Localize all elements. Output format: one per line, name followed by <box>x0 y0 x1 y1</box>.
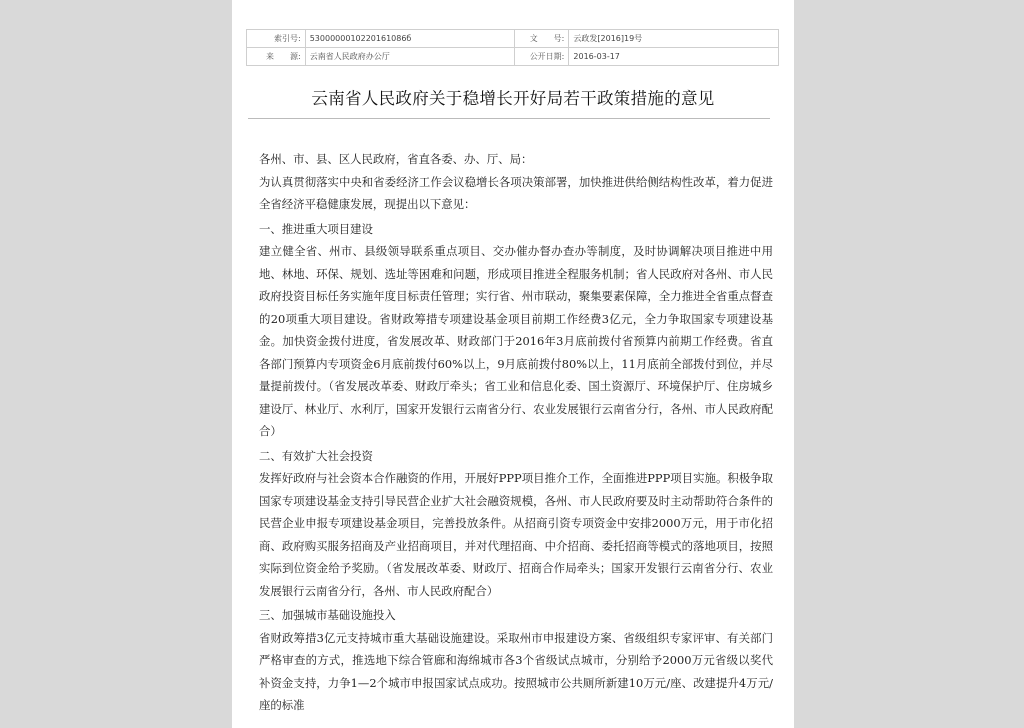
document-page <box>232 0 794 728</box>
section-paragraph-1: 建立健全省、州市、县级领导联系重点项目、交办催办督办查办等制度，及时协调解决项目推进中用地、林地、环保、规划、选址等困难和问题，形成项目推进全程服务机制；省人民政府对各州、市人民政府投资目标任务实施年度目标责任管理；实行省、州市联动，聚集要素保障，全力推进全省重点督查的20项重大项目建设。省财政筹措专项建设基金项目前期工作经费3亿元，全力争取国家专项建设基金。加快资金拨付进度，省发展改革、财政部门于2016年3月底前拨付省预算内前期工作经费。省直各部门预算内专项资金6月底前拨付60%以上，9月底前拨付80%以上，11月底前全部拨付到位，并尽量提前拨付。（省发展改革委、财政厅牵头；省工业和信息化委、国土资源厅、环境保护厅、住房城乡建设厅、林业厅、水利厅，国家开发银行云南省分行、农业发展银行云南省分行，各州、市人民政府配合） <box>259 244 773 438</box>
section-paragraph-3: 省财政筹措3亿元支持城市重大基础设施建设。采取州市申报建设方案、省级组织专家评审、有关部门严格审查的方式，推选地下综合管廊和海绵城市各3个省级试点城市，分别给予2000万元省级以奖代补资金支持，力争1—2个城市申报国家试点成功。按照城市公共厕所新建10万元/座、改建提升4万元/座的标准 <box>259 630 773 712</box>
source-value: 云南省人民政府办公厅 <box>305 48 515 66</box>
source-label: 来 源: <box>247 48 306 66</box>
index-number-label: 索引号: <box>247 30 306 48</box>
index-number-value: 5300000010220161086б <box>305 30 515 48</box>
publish-date-value: 2016-03-17 <box>569 48 779 66</box>
intro-paragraph: 为认真贯彻落实中央和省委经济工作会议稳增长各项决策部署，加快推进供给侧结构性改革，着力促进全省经济平稳健康发展，现提出以下意见： <box>259 174 773 211</box>
section-heading-2: 二、有效扩大社会投资 <box>259 448 373 463</box>
document-title: 云南省人民政府关于稳增长开好局若干政策措施的意见 <box>311 89 715 108</box>
title-divider <box>248 118 770 119</box>
document-metadata-table <box>246 29 779 66</box>
section-heading-1: 一、推进重大项目建设 <box>259 221 373 236</box>
section-heading-3: 三、加强城市基础设施投入 <box>259 608 396 622</box>
document-body <box>259 148 773 717</box>
publish-date-label: 公开日期: <box>515 48 569 66</box>
metadata-row <box>247 48 779 66</box>
document-number-value: 云政发[2016]19号 <box>569 30 779 48</box>
document-number-label: 文 号: <box>515 30 569 48</box>
addressee-line: 各州、市、县、区人民政府，省直各委、办、厅、局： <box>259 152 533 166</box>
metadata-row <box>247 30 779 48</box>
section-paragraph-2: 发挥好政府与社会资本合作融资的作用，开展好PPP项目推介工作，全面推进PPP项目实施。积极争取国家专项建设基金支持引导民营企业扩大社会融资规模，各州、市人民政府要及时主动帮助符合条件的民营企业申报专项建设基金项目，完善投放条件。从招商引资专项资金中安排2000万元，用于市化招商、政府购买服务招商及产业招商项目，并对代理招商、中介招商、委托招商等模式的落地项目，按照实际到位资金给予奖励。（省发展改革委、财政厅、招商合作局牵头；国家开发银行云南省分行、农业发展银行云南省分行，各州、市人民政府配合） <box>259 471 773 598</box>
